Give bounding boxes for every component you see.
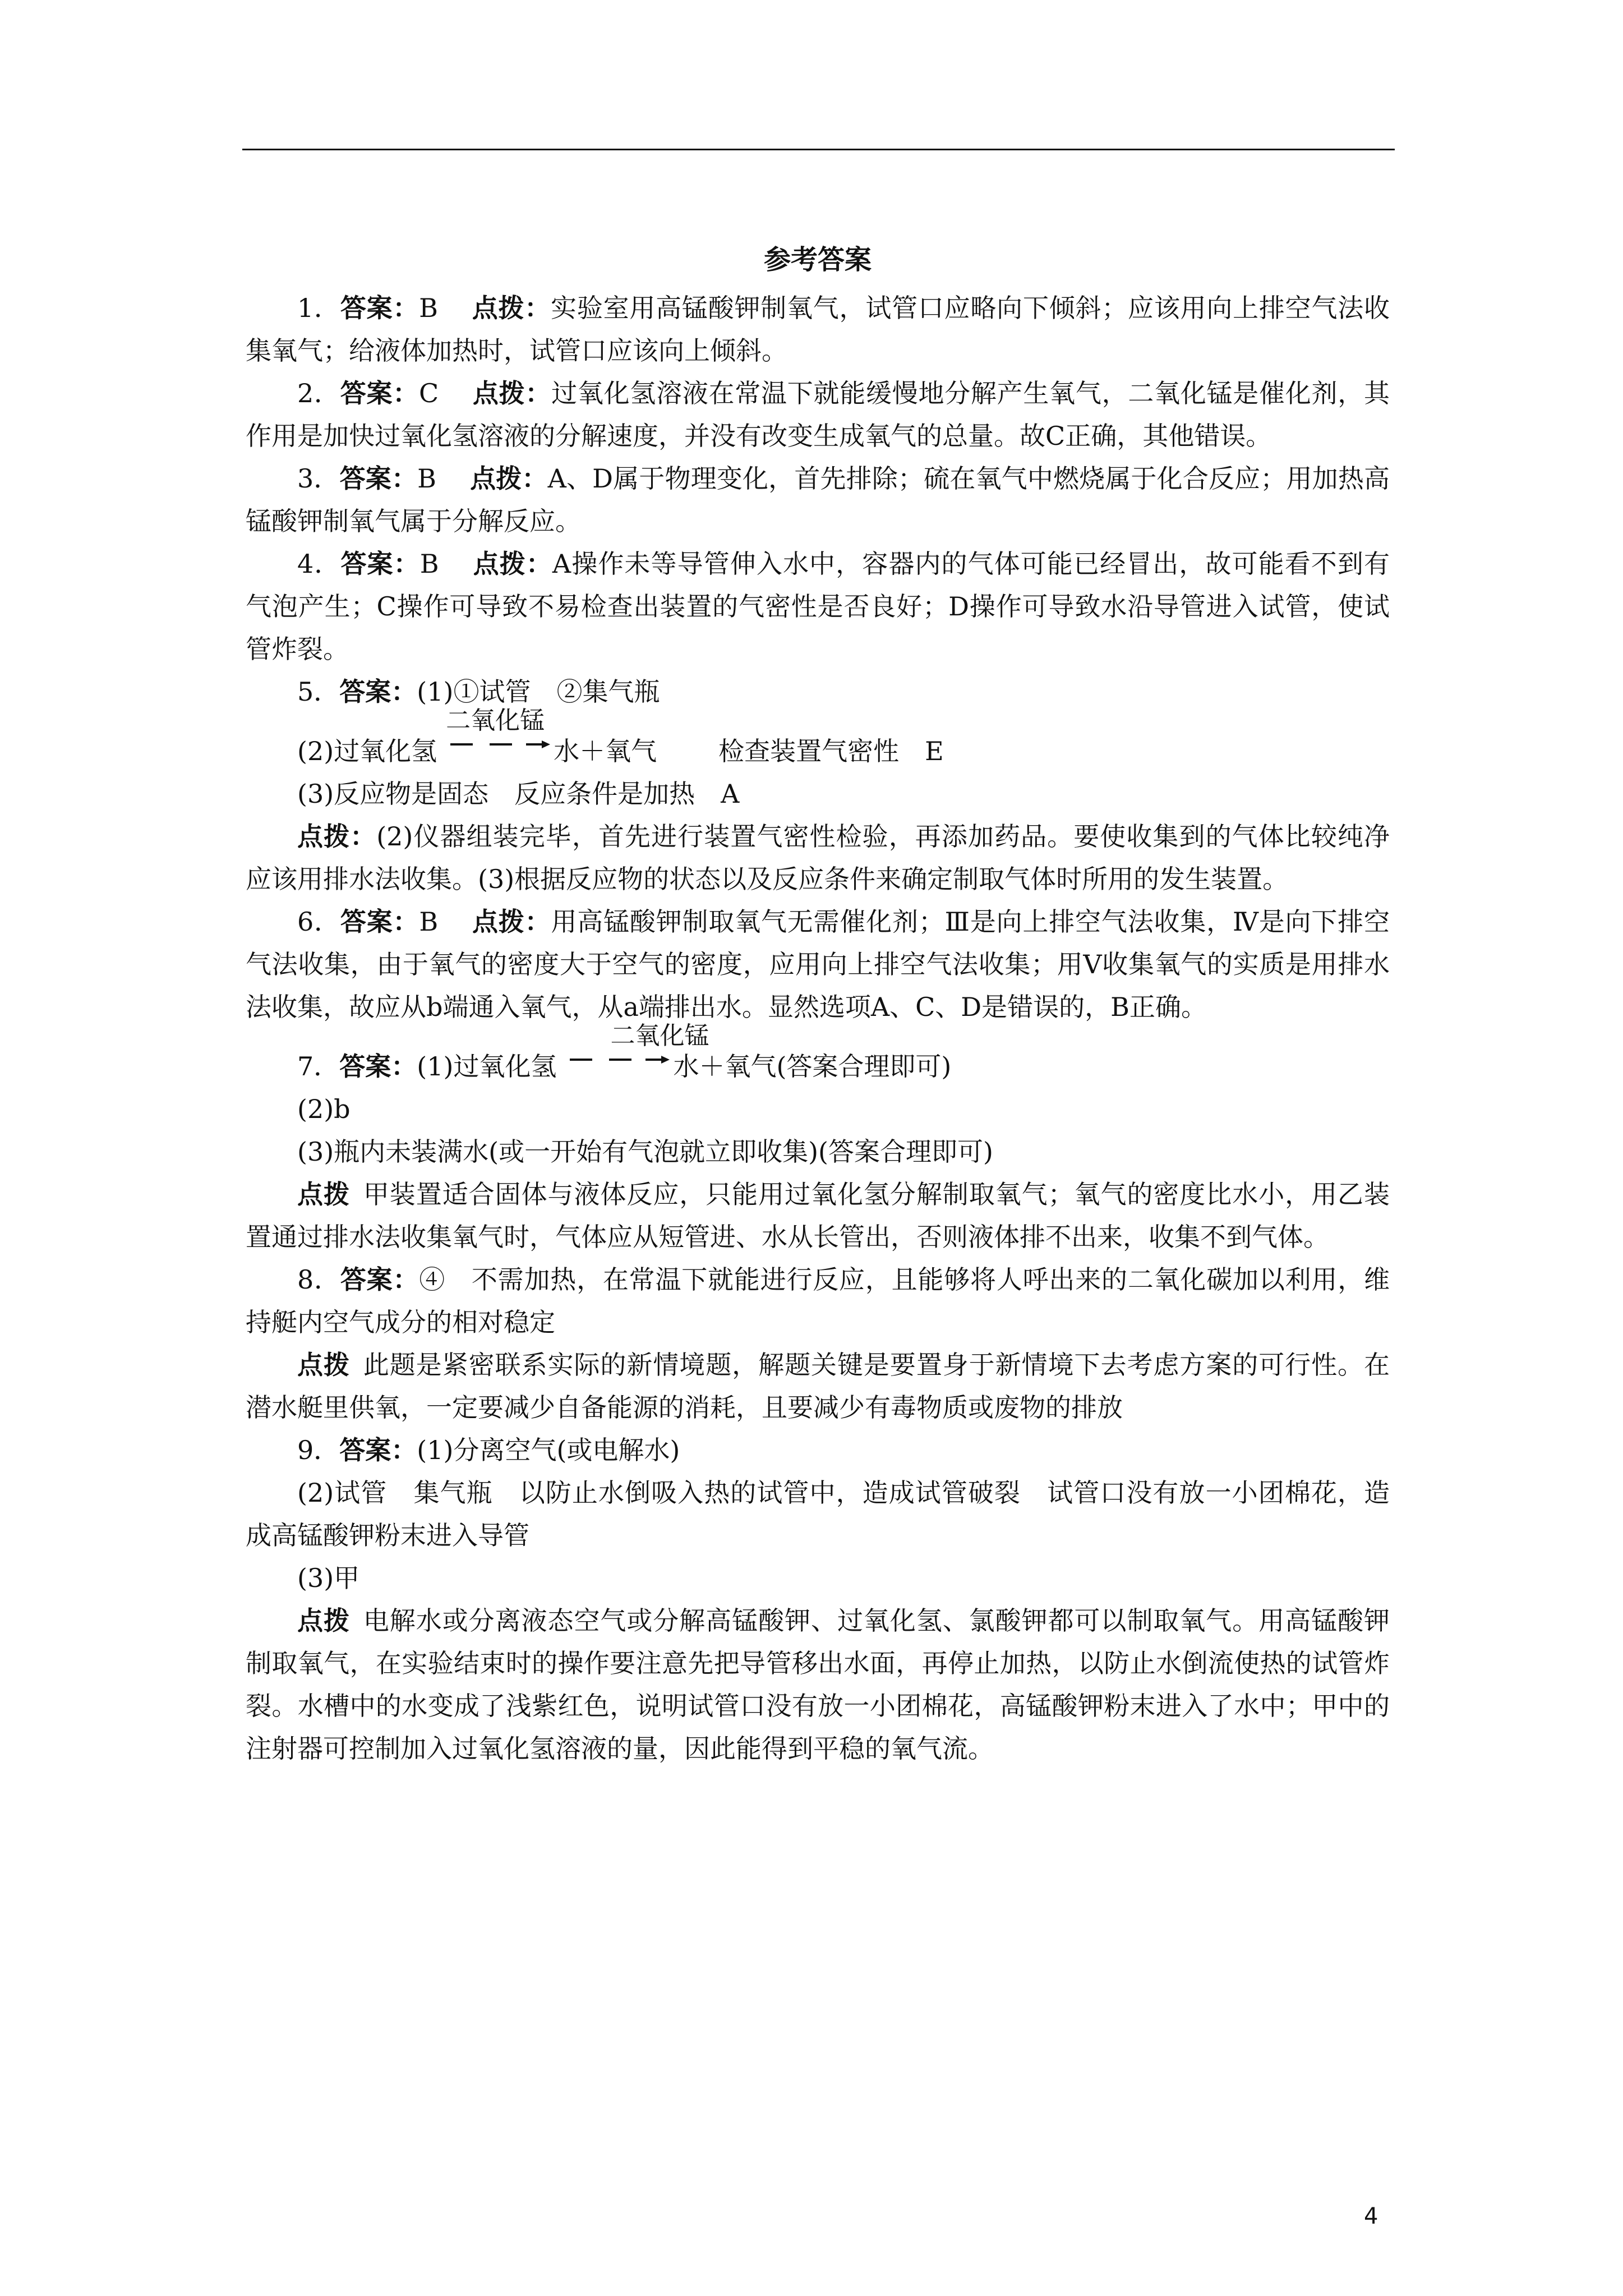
answer-4 [246, 542, 1390, 670]
answer-label: 答案： [339, 463, 418, 494]
answer-label: 答案： [339, 1051, 417, 1082]
answer-2 [246, 372, 1390, 457]
hint-text: 过氧化氢溶液在常温下就能缓慢地分解产生氧气，二氧化锰是催化剂，其作用是加快过氧化氢溶液的分解速度，并没有改变生成氧气的总量。故C正确，其他错误。 [246, 378, 1390, 451]
products: 水＋氧气 [554, 736, 657, 766]
q-number: 3． [297, 463, 340, 494]
answer-label: 答案： [339, 677, 417, 707]
hint-label: 点拨： [469, 463, 548, 494]
reaction-arrow [559, 1022, 709, 1075]
catalyst-label: 二氧化锰 [446, 706, 545, 735]
hint-label: 点拨： [472, 907, 551, 937]
answer-label: 答案： [340, 293, 419, 323]
q-number: 2． [297, 378, 340, 408]
answer-7-part-3: (3)瓶内未装满水(或一开始有气泡就立即收集)(答案合理即可) [297, 1137, 993, 1167]
dashed-arrow-icon [559, 1054, 671, 1065]
answer-9-part-1: (1)分离空气(或电解水) [417, 1435, 680, 1465]
answer-label: 答案： [340, 1264, 419, 1295]
reaction-arrow [439, 706, 551, 760]
answer-5 [246, 670, 1390, 713]
answer-choice: B [419, 907, 439, 937]
hint-label: 点拨： [472, 549, 552, 579]
hint-text: 实验室用高锰酸钾制氧气，试管口应略向下倾斜；应该用向上排空气法收集氧气；给液体加热时，试管口应该向上倾斜。 [246, 293, 1390, 366]
q-number: 8． [297, 1264, 340, 1295]
answer-9-part-3: (3)甲 [297, 1563, 360, 1593]
answer-label: 答案： [340, 549, 420, 579]
answer-5-hint [246, 815, 1390, 900]
answer-9 [246, 1429, 1390, 1471]
answer-7-hint [246, 1173, 1390, 1258]
answer-label: 答案： [339, 1435, 417, 1465]
answer-label: 答案： [340, 907, 419, 937]
answer-6 [246, 900, 1390, 1028]
answer-7 [246, 1022, 1390, 1088]
catalyst-label: 二氧化锰 [610, 1022, 709, 1050]
reactant: (1)过氧化氢 [417, 1051, 557, 1082]
hint-label: 点拨： [471, 293, 551, 323]
page-title: 参考答案 [763, 244, 872, 275]
answer-1 [246, 287, 1390, 372]
hint-label: 点拨： [297, 821, 377, 852]
answer-9-hint [246, 1599, 1390, 1770]
hint-label: 点拨 [297, 1605, 350, 1636]
answer-choice: B [417, 463, 436, 494]
hint-text: 此题是紧密联系实际的新情境题，解题关键是要置身于新情境下去考虑方案的可行性。在潜水艇里供氧，一定要减少自备能源的消耗，且要减少有毒物质或废物的排放 [246, 1350, 1390, 1423]
answer-5-part-2 [246, 706, 1390, 772]
hint-label: 点拨 [297, 1179, 350, 1209]
page-number: 4 [1364, 2203, 1378, 2229]
q-number: 1． [297, 293, 340, 323]
answer-5-part-2-extra: 检查装置气密性 E [718, 736, 944, 766]
answer-choice: B [419, 293, 438, 323]
reactant: (2)过氧化氢 [297, 736, 437, 766]
answer-content [246, 238, 1390, 1770]
hint-text: A、D属于物理变化，首先排除；硫在氧气中燃烧属于化合反应；用加热高锰酸钾制氧气属于分解反应。 [246, 463, 1390, 536]
q-number: 7． [297, 1051, 340, 1082]
hint-text: A操作未等导管伸入水中，容器内的气体可能已经冒出，故可能看不到有气泡产生；C操作可导致不易检查出装置的气密性是否良好；D操作可导致水沿导管进入试管，使试管炸裂。 [246, 549, 1390, 664]
answer-9-part-2: (2)试管 集气瓶 以防止水倒吸入热的试管中，造成试管破裂 试管口没有放一小团棉花，造成高锰酸钾粉末进入导管 [246, 1478, 1390, 1550]
answer-choice: C [418, 378, 439, 408]
q-number: 9． [297, 1435, 340, 1465]
dashed-arrow-icon [439, 739, 551, 750]
answer-8 [246, 1258, 1390, 1343]
hint-text: 甲装置适合固体与液体反应，只能用过氧化氢分解制取氧气；氧气的密度比水小，用乙装置通过排水法收集氧气时，气体应从短管进、水从长管出，否则液体排不出来，收集不到气体。 [246, 1179, 1390, 1252]
answer-8-hint [246, 1343, 1390, 1429]
hint-label: 点拨： [472, 378, 552, 408]
q-number: 4． [297, 549, 341, 579]
hint-text: 电解水或分离液态空气或分解高锰酸钾、过氧化氢、氯酸钾都可以制取氧气。用高锰酸钾制取氧气，在实验结束时的操作要注意先把导管移出水面，再停止加热，以防止水倒流使热的试管炸裂。水槽中的水变成了浅紫红色，说明试管口没有放一小团棉花，高锰酸钾粉末进入了水中；甲中的注射器可控制加入过氧化氢溶液的量，因此能得到平稳的氧气流。 [246, 1605, 1390, 1764]
q-number: 5． [297, 677, 340, 707]
hint-text: 用高锰酸钾制取氧气无需催化剂；Ⅲ是向上排空气法收集，Ⅳ是向下排空气法收集，由于氧气的密度大于空气的密度，应用向上排空气法收集；用Ⅴ收集氧气的实质是用排水法收集，故应从b端通入氧气，从a端排出水。显然选项A、C、D是错误的，B正确。 [246, 907, 1390, 1022]
answer-choice: B [419, 549, 439, 579]
header-rule [242, 149, 1395, 150]
hint-label: 点拨 [297, 1350, 350, 1380]
answer-label: 答案： [340, 378, 419, 408]
products: 水＋氧气(答案合理即可) [673, 1051, 952, 1082]
answer-7-part-2: (2)b [297, 1094, 351, 1124]
q-number: 6． [297, 907, 340, 937]
hint-text: (2)仪器组装完毕，首先进行装置气密性检验，再添加药品。要使收集到的气体比较纯净应该用排水法收集。(3)根据反应物的状态以及反应条件来确定制取气体时所用的发生装置。 [246, 821, 1390, 894]
answer-text: ④ 不需加热，在常温下就能进行反应，且能够将人呼出来的二氧化碳加以利用，维持艇内空气成分的相对稳定 [246, 1264, 1390, 1337]
answer-3 [246, 457, 1390, 542]
answer-5-part-1: (1)①试管 ②集气瓶 [417, 677, 660, 707]
answer-5-part-3: (3)反应物是固态 反应条件是加热 A [297, 779, 740, 809]
